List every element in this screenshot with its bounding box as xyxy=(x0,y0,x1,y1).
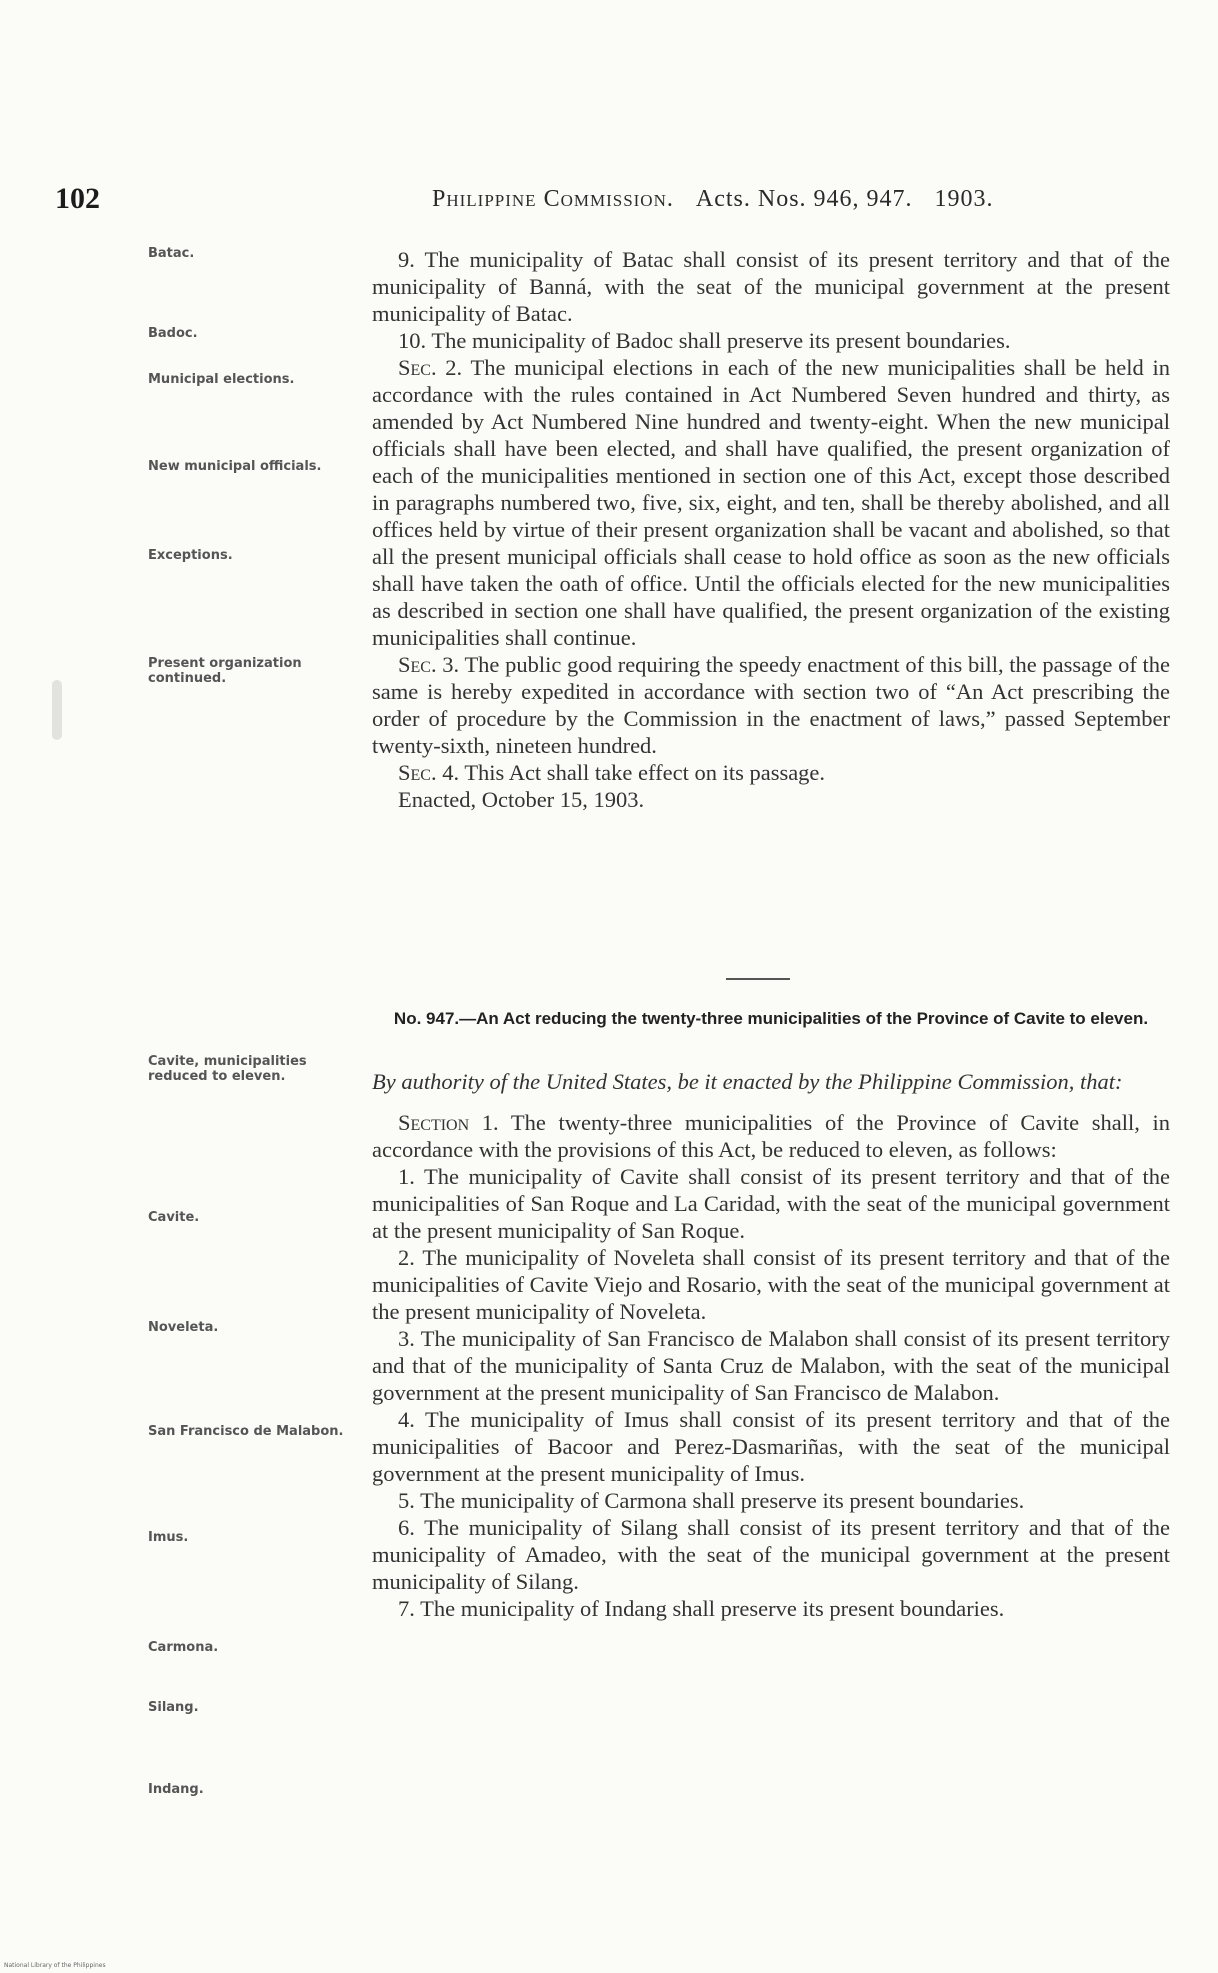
margin-note-carmona: Carmona. xyxy=(148,1640,219,1655)
margin-note-cavite: Cavite. xyxy=(148,1210,200,1225)
paragraph-7: 7. The municipality of Indang shall preserve its present boundaries. xyxy=(398,1596,1005,1621)
margin-note-noveleta: Noveleta. xyxy=(148,1320,219,1335)
enacted-date: Enacted, October 15, 1903. xyxy=(398,787,645,812)
margin-note-present-organization: Present organization continued. xyxy=(148,656,302,686)
running-head-year: 1903. xyxy=(934,186,994,212)
margin-note-indang: Indang. xyxy=(148,1782,204,1797)
margin-note-exceptions: Exceptions. xyxy=(148,548,233,563)
paragraph-5: 5. The municipality of Carmona shall preserve its present boundaries. xyxy=(398,1488,1025,1513)
page-number: 102 xyxy=(55,182,100,215)
section-2 xyxy=(372,354,1170,651)
margin-note-cavite-reduced: Cavite, municipalities reduced to eleven. xyxy=(148,1054,307,1084)
paragraph-6: 6. The municipality of Silang shall consist of its present territory and that of the municipality of Amadeo, with the seat of the municipal government at the present municipality of Silang. xyxy=(372,1515,1170,1594)
section-3-label: Sec. 3. xyxy=(398,652,460,677)
act947-heading: No. 947.—An Act reducing the twenty-three municipalities of the Province of Cavite to eleven. xyxy=(393,1009,1149,1028)
section-1 xyxy=(372,1109,1170,1163)
paragraph-1: 1. The municipality of Cavite shall consist of its present territory and that of the municipalities of San Roque and La Caridad, with the seat of the municipal government at the present municipality of San Roque. xyxy=(372,1164,1170,1243)
enacting-clause: By authority of the United States, be it enacted by the Philippine Commission, that: xyxy=(372,1069,1123,1094)
section-4-label: Sec. 4. xyxy=(398,760,460,785)
running-head xyxy=(432,186,994,213)
page-smudge xyxy=(52,680,62,740)
margin-note-badoc: Badoc. xyxy=(148,326,198,341)
section-1-label: Section 1. xyxy=(398,1110,499,1135)
section-1-text: The twenty-three municipalities of the Province of Cavite shall, in accordance with the provisions of this Act, be reduced to eleven, as follows: xyxy=(372,1110,1171,1162)
paragraph-9: 9. The municipality of Batac shall consist of its present territory and that of the municipality of Banná, with the seat of the municipal government at the present municipality of Batac. xyxy=(372,247,1170,326)
paragraph-3: 3. The municipality of San Francisco de Malabon shall consist of its present territory and that of the municipality of Santa Cruz de Malabon, with the seat of the municipal government at the present municipality of San Francisco de Malabon. xyxy=(372,1326,1170,1405)
section-3-text: The public good requiring the speedy enactment of this bill, the passage of the same is hereby expedited in accordance with section two of “An Act prescribing the order of procedure by the Commission in the enactment of laws,” passed September twenty-sixth, nineteen hundred. xyxy=(372,652,1171,758)
paragraph-4: 4. The municipality of Imus shall consist of its present territory and that of the municipalities of Bacoor and Perez-Dasmariñas, with the seat of the municipal government at the present municipality of Imus. xyxy=(372,1407,1170,1486)
paragraph-2: 2. The municipality of Noveleta shall consist of its present territory and that of the municipalities of Cavite Viejo and Rosario, with the seat of the municipal government at the present municipality of Noveleta. xyxy=(372,1245,1170,1324)
act946-body xyxy=(372,246,1170,813)
act947-body xyxy=(372,1068,1170,1622)
section-4-text: This Act shall take effect on its passage. xyxy=(464,760,826,785)
section-3 xyxy=(372,651,1170,759)
section-2-text: The municipal elections in each of the new municipalities shall be held in accordance with the rules contained in Act Numbered Seven hundred and thirty, as amended by Act Numbered Nine hundred and twenty-eight. When the new municipal officials shall have been elected, and shall have qualified, the present organization of each of the municipalities mentioned in section one of this Act, except those described in paragraphs numbered two, five, six, eight, and ten, shall be thereby abolished, and all offices held by virtue of their present organization shall be vacant and abolished, so that all the present municipal officials shall cease to hold office as soon as the new officials shall have taken the oath of office. Until the officials elected for the new municipalities as described in section one shall have qualified, the present organization of the existing municipalities shall continue. xyxy=(372,355,1170,650)
margin-note-municipal-elections: Municipal elections. xyxy=(148,372,295,387)
paragraph-10: 10. The municipality of Badoc shall preserve its present boundaries. xyxy=(398,328,1011,353)
margin-note-imus: Imus. xyxy=(148,1530,189,1545)
running-head-acts: Acts. Nos. 946, 947. xyxy=(695,186,913,212)
running-head-title: Philippine Commission. xyxy=(432,186,674,212)
footer-credit: National Library of the Philippines xyxy=(4,1962,106,1969)
margin-note-batac: Batac. xyxy=(148,246,195,261)
section-divider xyxy=(726,978,790,980)
section-2-label: Sec. 2. xyxy=(398,355,463,380)
section-4 xyxy=(372,759,1170,786)
margin-note-san-francisco: San Francisco de Malabon. xyxy=(148,1424,344,1439)
margin-note-new-officials: New municipal officials. xyxy=(148,459,322,474)
margin-note-silang: Silang. xyxy=(148,1700,199,1715)
